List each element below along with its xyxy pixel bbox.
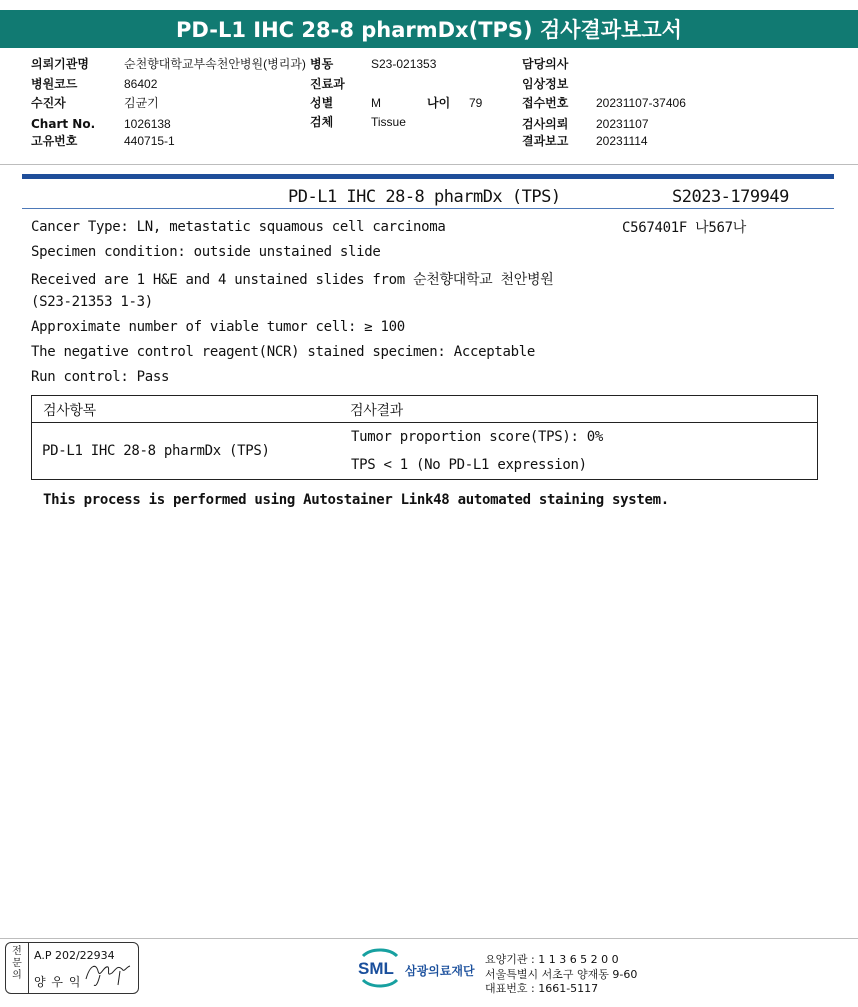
report-line: Received are 1 H&E and 4 unstained slides from 순천향대학교 천안병원	[31, 272, 554, 288]
patient-label: 수진자	[31, 96, 66, 110]
block-id: C567401F 나567나	[622, 220, 746, 236]
table-header-result: 검사결과	[350, 403, 403, 419]
age-label: 나이	[427, 96, 451, 110]
report-line: Specimen condition: outside unstained slide	[31, 244, 381, 260]
report-line: Run control: Pass	[31, 369, 170, 385]
chart-no-label: Chart No.	[31, 117, 96, 131]
case-number: S2023-179949	[672, 187, 789, 207]
license-number: A.P 202/22934	[34, 949, 115, 962]
chart-no-value: 1026138	[124, 117, 171, 131]
report-line: (S23-21353 1-3)	[31, 294, 153, 310]
ward-label: 병동	[310, 57, 334, 71]
table-cell-item: PD-L1 IHC 28-8 pharmDx (TPS)	[42, 443, 270, 459]
report-top-rule	[22, 174, 834, 179]
address: 서울특별시 서초구 양재동 9-60	[485, 968, 638, 981]
table-header-divider	[32, 422, 817, 423]
sml-logo-icon	[355, 946, 403, 990]
signature-image	[82, 957, 136, 989]
header-divider	[0, 164, 858, 165]
specimen-value: Tissue	[371, 115, 406, 129]
request-label: 검사의뢰	[522, 117, 569, 131]
result-report-value: 20231114	[596, 134, 648, 148]
phone: 대표번호 : 1661-5117	[485, 982, 599, 995]
method-note: This process is performed using Autostainer Link48 automated staining system.	[43, 492, 669, 508]
stamp-divider	[28, 943, 29, 993]
report-line: Cancer Type: LN, metastatic squamous cell carcinoma	[31, 219, 446, 235]
unique-no-label: 고유번호	[31, 134, 78, 148]
specimen-label: 검체	[310, 115, 334, 129]
hospital-code-value: 86402	[124, 77, 158, 91]
sex-label: 성별	[310, 96, 334, 110]
dept-label: 진료과	[310, 77, 345, 91]
report-title: PD-L1 IHC 28-8 pharmDx(TPS) 검사결과보고서	[176, 18, 682, 42]
ward-value: S23-021353	[371, 57, 437, 71]
test-name-heading: PD-L1 IHC 28-8 pharmDx (TPS)	[288, 187, 561, 207]
footer-divider	[0, 938, 858, 939]
stamp-side-label: 전문의	[12, 946, 22, 981]
org-name: 삼광의료재단	[405, 964, 475, 978]
patient-value: 김균기	[124, 96, 159, 110]
institution-value: 순천향대학교부속천안병원(병리과)	[124, 57, 306, 71]
request-value: 20231107	[596, 117, 649, 131]
table-cell-result-score: Tumor proportion score(TPS): 0%	[351, 429, 603, 445]
unique-no-value: 440715-1	[124, 134, 175, 148]
pathologist-stamp	[5, 942, 139, 994]
receipt-label: 접수번호	[522, 96, 569, 110]
result-report-label: 결과보고	[522, 134, 569, 148]
table-cell-result-interpretation: TPS < 1 (No PD-L1 expression)	[351, 457, 587, 473]
institution-code: 요양기관 : 1 1 3 6 5 2 0 0	[485, 953, 619, 966]
doctor-label: 담당의사	[522, 57, 569, 71]
pathologist-name: 양 우 익	[34, 975, 82, 989]
sex-value: M	[371, 96, 381, 110]
table-header-item: 검사항목	[43, 403, 96, 419]
clinical-label: 임상정보	[522, 77, 569, 91]
report-line: Approximate number of viable tumor cell: ≥ 100	[31, 319, 405, 335]
age-value: 79	[469, 96, 483, 110]
report-line: The negative control reagent(NCR) stained specimen: Acceptable	[31, 344, 535, 360]
hospital-code-label: 병원코드	[31, 77, 78, 91]
report-title-rule	[22, 208, 834, 209]
result-table	[31, 395, 818, 480]
institution-label: 의뢰기관명	[31, 57, 89, 71]
report-title-bar	[0, 10, 858, 48]
receipt-value: 20231107-37406	[596, 96, 686, 110]
logo-text: SML	[358, 959, 394, 978]
